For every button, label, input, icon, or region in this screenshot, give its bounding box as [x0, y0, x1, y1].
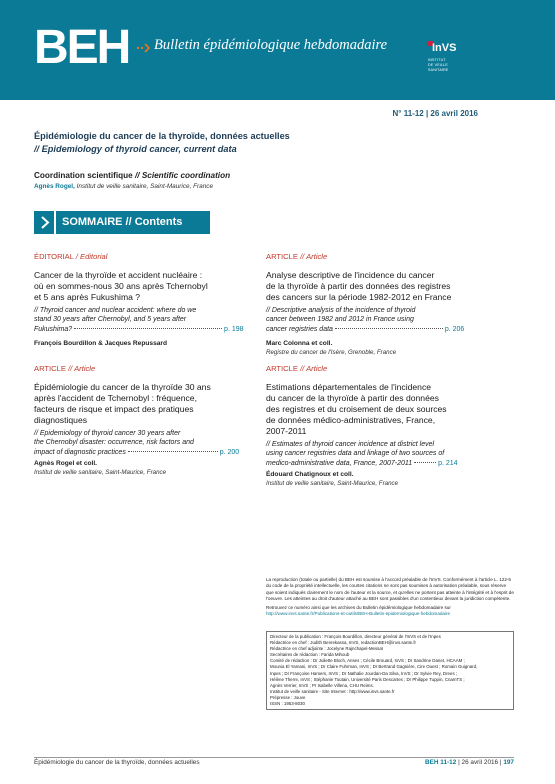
- article-title-en-line: cancer registries data: [266, 325, 333, 333]
- article-title-en-line: // Descriptive analysis of the incidence of thyroid: [266, 307, 416, 314]
- sommaire-banner: [34, 211, 210, 234]
- credit-line: Agnès Verrier, InVS ; Pr Isabelle Villena, CHU Reims.: [270, 682, 374, 688]
- dot-leader: [414, 462, 436, 463]
- article-title-en-line: using cancer registries data and linkage of two sources of: [266, 450, 445, 458]
- article-title-en-line: impact of diagnostic practices: [34, 448, 126, 456]
- footer-date: | 26 avril 2016 |: [458, 759, 502, 766]
- article-affiliation: Institut de veille sanitaire, Saint-Maurice, France: [266, 480, 399, 488]
- footer-issue-number: BEH 11-12: [425, 759, 457, 766]
- coordinator-affiliation: Institut de veille sanitaire, Saint-Maurice, France: [76, 183, 214, 190]
- article-title-en-line: stand 30 years after Chernobyl, and 5 years after: [34, 316, 187, 324]
- bulletin-title: Bulletin épidémiologique hebdomadaire: [154, 37, 388, 53]
- article-title-en-line: // Epidemiology of thyroid cancer 30 years after: [34, 430, 181, 437]
- legal-paragraph: La reproduction (totale ou partielle) du BEH est soumise à l'accord préalable de l'InVS. Conformément à l'article L. 122-5 du code de la propriété intellectuelle, les courtes citations ne sont pas soumises à autorisation préalable, sous réserve que soient indiqués clairement le nom de l'auteur et la source, et qu'elles ne portent pas atteinte à l'intégrité et à l'esprit de l'oeuvre. Les atteintes au droit d'auteur attaché au BEH sont passibles d'un contentieux devant la juridiction compétente.: [266, 577, 514, 602]
- article-title-en-line: // Thyroid cancer and nuclear accident: where do we: [34, 307, 197, 314]
- footer-page-number: 197: [503, 759, 514, 766]
- coordination-heading-fr: Coordination scientifique: [34, 171, 133, 180]
- article-title[interactable]: [266, 382, 496, 437]
- section-label-fr: ARTICLE: [266, 252, 298, 261]
- title-fr: Épidémiologie du cancer de la thyroïde, données actuelles: [34, 131, 290, 141]
- archive-link[interactable]: http://www.invs.sante.fr/Publications-et-outils/BEH-Bulletin-epidemiologique-hebdomadaire: [266, 611, 451, 617]
- article-title[interactable]: [34, 382, 264, 426]
- coordination-heading-en: // Scientific coordination: [135, 171, 231, 180]
- coordination-line: [34, 183, 213, 190]
- page-ref[interactable]: p. 206: [444, 325, 465, 333]
- page-ref[interactable]: p. 214: [438, 459, 458, 467]
- article-authors: François Bourdillon & Jacques Repussard: [34, 340, 168, 348]
- article-chernobyl-epidemiology[interactable]: [34, 364, 264, 476]
- section-label: [266, 364, 496, 373]
- section-label: [34, 252, 264, 261]
- section-label-fr: ARTICLE: [34, 364, 66, 373]
- section-label-en: // Article: [300, 252, 328, 261]
- article-title-line: diagnostiques: [34, 415, 88, 425]
- arrow-right-icon: [136, 43, 150, 53]
- dot-leader: [335, 328, 443, 329]
- article-title-en-line: Fukushima?: [34, 325, 73, 333]
- credit-line: Mounia El Yamani, InVS ; Dr Claire Fuhrman, InVS ; Dr Bertrand Gagnière, Cire Ouest ; Romain Guignard,: [270, 664, 478, 670]
- coordinator-name[interactable]: Agnès Rogel,: [34, 183, 75, 190]
- section-label: [266, 252, 496, 261]
- invs-logo-text: InVS: [432, 42, 457, 54]
- sommaire-label: SOMMAIRE // Contents: [62, 216, 183, 228]
- credits-box: [266, 631, 514, 710]
- sommaire-chevron: [34, 211, 56, 234]
- article-authors: Édouard Chatignoux et coll.: [266, 471, 354, 479]
- article-affiliation: Registre du cancer de l'Isère, Grenoble, France: [266, 349, 397, 357]
- article-title-line: après l'accident de Tchernobyl : fréquence,: [34, 393, 197, 403]
- section-label-fr: ARTICLE: [266, 364, 298, 373]
- credit-line: Directeur de la publication : François Bourdillon, directeur général de l'InVS et de l'Inpes: [270, 634, 441, 639]
- article-district-estimates[interactable]: [266, 364, 496, 487]
- article-title-line: des cancers sur la période 1982-2012 en France: [266, 292, 452, 302]
- issue-number: N° 11-12 | 26 avril 2016: [392, 109, 478, 118]
- coordination-heading: [34, 171, 230, 180]
- legal-notice: [266, 577, 514, 617]
- article-title-en-line: // Estimates of thyroid cancer incidence at district level: [266, 441, 435, 448]
- article-title-en-line: the Chernobyl disaster: occurrence, risk factors and: [34, 439, 194, 447]
- article-title-line: du cancer de la thyroïde à partir des données: [266, 393, 439, 403]
- article-authors: Marc Colonna et coll.: [266, 340, 333, 348]
- article-title-line: de données médico-administratives, France,: [266, 415, 436, 425]
- article-title-line: Analyse descriptive de l'incidence du cancer: [266, 270, 435, 280]
- article-title-line: et 5 ans après Fukushima ?: [34, 292, 141, 302]
- section-label: [34, 364, 264, 373]
- article-title[interactable]: [266, 270, 496, 303]
- article-title-en: [266, 440, 496, 468]
- page-ref[interactable]: p. 200: [219, 448, 240, 456]
- archive-line: [266, 605, 514, 618]
- chevron-right-icon: [40, 216, 50, 229]
- page-ref[interactable]: p. 198: [224, 325, 244, 333]
- credit-line: Hélène Therre, InVS ; Stéphanie Toutain, Université Paris Descartes ; Dr Philippe Tuppin, CnamTS ;: [270, 676, 465, 682]
- article-authors: Agnès Rogel et coll.: [34, 460, 98, 468]
- credit-line: Prépresse : Jouve: [270, 694, 306, 700]
- article-title-line: des registres et du croisement de deux sources: [266, 404, 447, 414]
- page-title: [34, 130, 474, 156]
- section-label-fr: ÉDITORIAL: [34, 252, 74, 261]
- article-title-en: [34, 429, 264, 457]
- article-title[interactable]: [34, 270, 264, 303]
- article-title-line: 2007-2011: [266, 426, 307, 436]
- credit-line: Inpes ; Dr Françoise Hamers, InVS ; Dr Nathalie Jourdan-Da Silva, InVS ; Dr Sylvie Rey, Drees ;: [270, 670, 458, 676]
- dot-leader: [128, 451, 218, 452]
- invs-mark: [422, 38, 466, 58]
- article-title-en: [266, 306, 496, 334]
- invs-subtitle-1: INSTITUT: [428, 58, 446, 62]
- article-editorial[interactable]: [34, 252, 264, 347]
- article-title-line: Épidémiologie du cancer de la thyroïde 30 ans: [34, 382, 211, 392]
- article-title-en-line: medico-administrative data, France, 2007-2011: [266, 459, 413, 467]
- section-label-en: // Article: [68, 364, 96, 373]
- article-title-line: de la thyroïde à partir des données des registres: [266, 281, 451, 291]
- article-title-en-line: cancer between 1982 and 2012 in France using: [266, 316, 414, 324]
- section-label-en: // Article: [300, 364, 328, 373]
- credit-line: Comité de rédaction : Dr Juliette Bloch, Anses ; Cécile Brouard, InVS ; Dr Sandrine Danet, HCAAM ;: [270, 658, 465, 664]
- dot-leader: [74, 328, 222, 329]
- article-descriptive-analysis[interactable]: [266, 252, 496, 356]
- archive-text: Retrouvez ce numéro ainsi que les archives du Bulletin épidémiologique hebdomadaire sur: [266, 604, 451, 610]
- credit-line: Secrétaires de rédaction : Farida Mihoub: [270, 652, 350, 658]
- article-title-line: Cancer de la thyroïde et accident nucléaire :: [34, 270, 203, 280]
- section-label-en: / Editorial: [75, 252, 108, 261]
- article-affiliation: Institut de veille sanitaire, Saint-Maurice, France: [34, 469, 167, 477]
- invs-logo: [422, 38, 466, 73]
- credit-line: Institut de veille sanitaire - Site Internet : http://www.invs.sante.fr: [270, 688, 395, 694]
- credit-line: Rédactrice en chef adjointe : Jocelyne Rajnchapel-Messaï: [270, 646, 383, 652]
- article-title-line: facteurs de risque et impact des pratiques: [34, 404, 194, 414]
- credit-line: ISSN : 1953-8030: [270, 701, 305, 707]
- footer-issue: [425, 759, 514, 766]
- title-en: // Epidemiology of thyroid cancer, current data: [34, 144, 237, 154]
- article-title-line: Estimations départementales de l'incidence: [266, 382, 432, 392]
- footer-divider: [34, 757, 514, 758]
- footer-title: Épidémiologie du cancer de la thyroïde, données actuelles: [34, 759, 200, 766]
- article-title-line: où en sommes-nous 30 ans après Tchernobyl: [34, 281, 208, 291]
- credit-line: Rédactrice en chef : Judith Benrekassa, InVS, redactionBEH@invs.sante.fr: [270, 640, 417, 646]
- invs-subtitle-2: DE VEILLE SANITAIRE: [428, 63, 449, 72]
- beh-logo: BEH: [34, 21, 130, 74]
- article-title-en: [34, 306, 264, 334]
- header-banner: [0, 0, 555, 100]
